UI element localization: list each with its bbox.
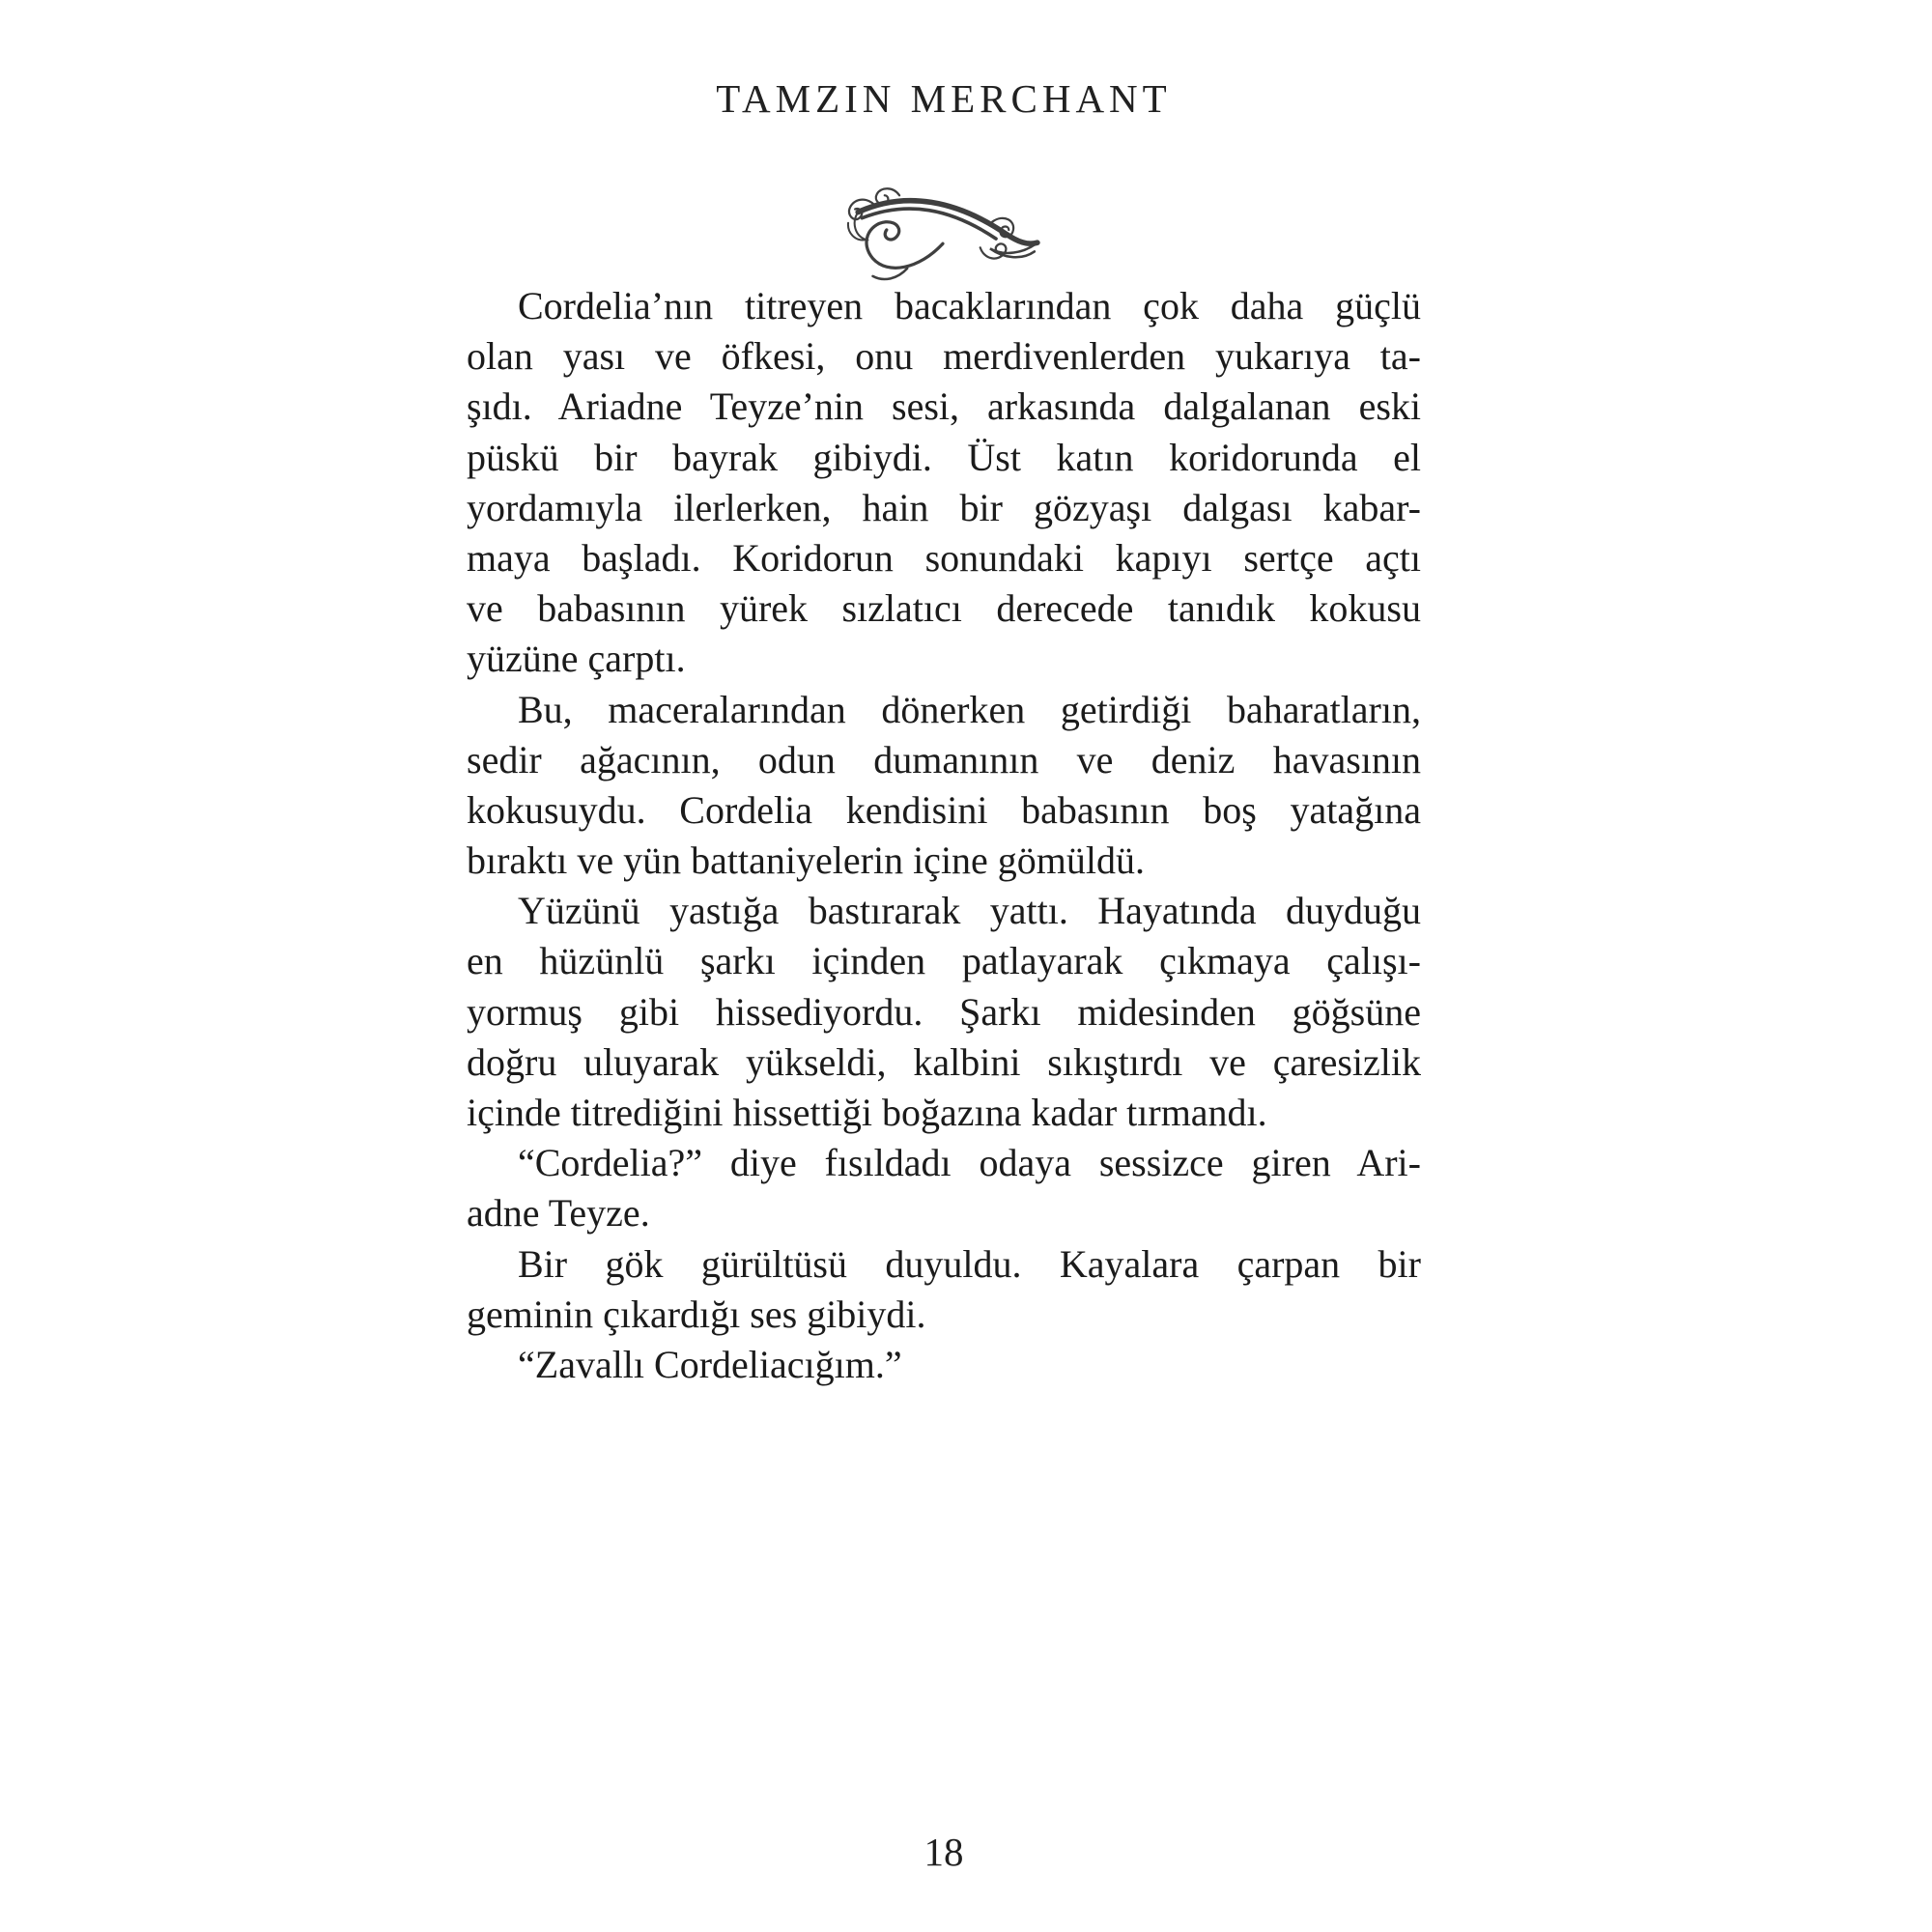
text-line: adne Teyze.	[467, 1191, 650, 1236]
page-number: 18	[923, 1830, 964, 1874]
text-line: geminin çıkardığı ses gibiydi.	[467, 1292, 926, 1336]
text-line: yordamıyla ilerlerken, hain bir gözyaşı dalgası kabar-	[467, 485, 1421, 529]
text-line: yüzüne çarptı.	[467, 637, 686, 681]
text-line: içinde titrediğini hissettiği boğazına kadar tırmandı.	[467, 1091, 1267, 1134]
running-header: TAMZIN MERCHANT	[716, 76, 1172, 121]
text-line: ve babasının yürek sızlatıcı derecede tanıdık kokusu	[467, 586, 1421, 631]
text-line: en hüzünlü şarkı içinden patlayarak çıkmaya çalışı-	[467, 939, 1421, 983]
text-line: şıdı. Ariadne Teyze’nin sesi, arkasında dalgalanan eski	[467, 384, 1421, 429]
text-line: olan yası ve öfkesi, onu merdivenlerden yukarıya ta-	[467, 334, 1421, 379]
text-line: “Cordelia?” diye fısıldadı odaya sessizce giren Ari-	[518, 1141, 1421, 1185]
text-line: “Zavallı Cordeliacığım.”	[518, 1342, 902, 1386]
text-line: Cordelia’nın titreyen bacaklarından çok daha güçlü	[518, 284, 1421, 327]
text-line: Yüzünü yastığa bastırarak yattı. Hayatında duyduğu	[518, 889, 1421, 933]
text-line: yormuş gibi hissediyordu. Şarkı midesinden göğsüne	[467, 989, 1421, 1034]
text-line: bıraktı ve yün battaniyelerin içine gömüldü.	[467, 838, 1146, 883]
flourish-icon	[846, 182, 1043, 282]
text-line: doğru uluyarak yükseldi, kalbini sıkıştırdı ve çaresizlik	[467, 1039, 1421, 1084]
text-line: kokusuydu. Cordelia kendisini babasının boş yatağına	[467, 787, 1421, 832]
text-line: Bu, maceralarından dönerken getirdiği baharatların,	[518, 687, 1421, 731]
text-line: sedir ağacının, odun dumanının ve deniz havasının	[467, 737, 1421, 781]
text-line: Bir gök gürültüsü duyuldu. Kayalara çarpan bir	[518, 1241, 1421, 1286]
body-text	[467, 281, 1421, 1390]
text-line: maya başladı. Koridorun sonundaki kapıyı sertçe açtı	[467, 535, 1421, 580]
text-line: püskü bir bayrak gibiydi. Üst katın koridorunda el	[467, 435, 1421, 479]
